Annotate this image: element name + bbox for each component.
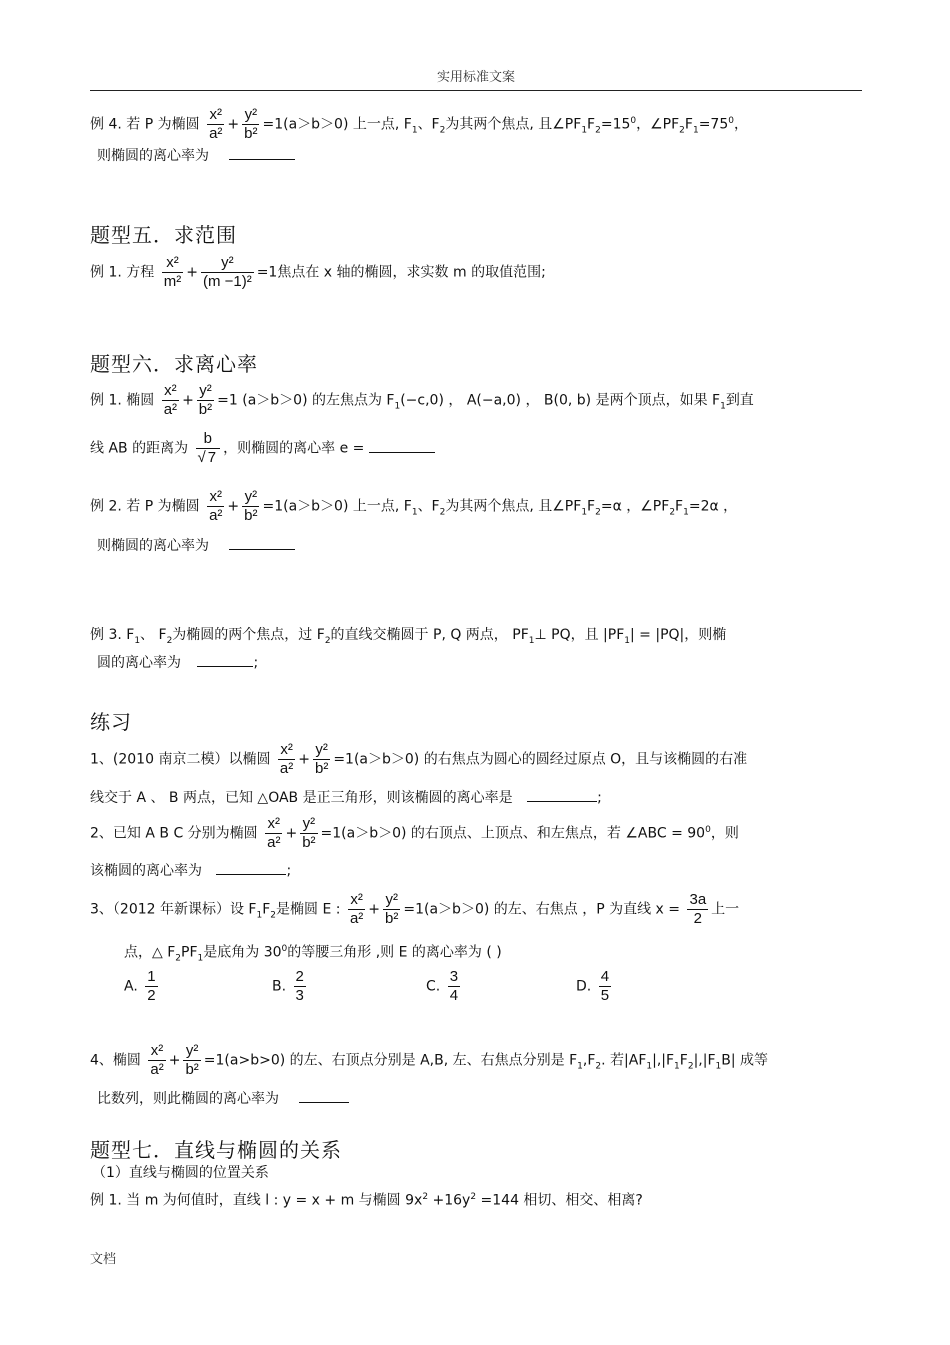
text: 上一 <box>711 901 740 918</box>
numerator: 1 <box>147 968 156 985</box>
text: 例 4. 若 P 为椭圆 <box>90 116 200 133</box>
text: 3、（2012 年新课标）设 F <box>90 901 257 918</box>
text: 例 1. 当 m 为何值时，直线 l : y = x + m 与椭圆 9x <box>90 1192 423 1209</box>
practice-3-option-a[interactable] <box>124 968 161 1005</box>
fraction-y2-b2 <box>313 741 330 778</box>
option-fraction <box>448 968 460 1005</box>
denominator: 4 <box>449 987 459 1004</box>
text: 是椭圆 E : <box>276 901 341 918</box>
denominator: a² <box>267 834 281 851</box>
text: 为椭圆的两个焦点，过 F <box>172 627 325 643</box>
practice-3-option-d[interactable] <box>576 968 614 1005</box>
subscript: 1 <box>720 401 726 412</box>
practice-title: 练习 <box>90 710 132 734</box>
fraction-y2-b2 <box>242 106 259 143</box>
practice-3-option-b[interactable] <box>272 968 309 1005</box>
option-label: B. <box>272 978 287 995</box>
denominator: (m −1)² <box>202 273 252 290</box>
text: =1(a＞b＞0) 上一点, F <box>262 116 412 133</box>
text: +16y <box>428 1192 471 1209</box>
subscript: 2 <box>175 953 182 964</box>
denominator: 5 <box>600 987 610 1004</box>
text: 、F <box>417 498 440 515</box>
text: =1(a＞b＞0) 的左、右焦点 ，P 为直线 x = <box>403 901 681 918</box>
numerator: y² <box>221 254 234 271</box>
text: 2、已知 A B C 分别为椭圆 <box>90 825 258 842</box>
denominator: 2 <box>147 987 156 1004</box>
denominator: b² <box>198 401 213 418</box>
section-6-example-1-line-2 <box>90 430 435 467</box>
text: ，∠PF <box>636 116 680 133</box>
numerator: x² <box>350 891 363 908</box>
subscript: 1 <box>577 1061 583 1072</box>
text: =1(a>b>0) 的左、右顶点分别是 A,B, 左、右焦点分别是 F <box>203 1052 578 1069</box>
fraction-y2-b2 <box>183 1042 200 1079</box>
fraction-x2-a2 <box>207 106 224 143</box>
numerator: y² <box>315 741 328 758</box>
numerator: y² <box>244 488 258 505</box>
text: 例 2. 若 P 为椭圆 <box>90 498 200 515</box>
header-rule <box>90 90 862 91</box>
text: =1(a＞b＞0) 上一点, F <box>262 498 412 515</box>
numerator: x² <box>209 488 222 505</box>
denominator: m² <box>163 273 182 290</box>
subscript: 1 <box>528 635 535 646</box>
superscript: 0 <box>281 944 288 954</box>
section-6-example-1-line-1 <box>90 382 754 419</box>
subscript: 1 <box>624 635 631 646</box>
plus-sign: + <box>285 825 298 842</box>
text: 圆的离心率为 <box>97 655 181 671</box>
page-footer: 文档 <box>90 1252 117 1267</box>
superscript: 2 <box>422 1192 429 1202</box>
section-6-example-3-line-1 <box>90 625 726 651</box>
practice-3-option-c[interactable] <box>426 968 463 1005</box>
numerator: 2 <box>295 968 304 985</box>
practice-3-line-2 <box>124 939 502 968</box>
practice-1-line-1 <box>90 741 747 778</box>
denominator: a² <box>279 760 294 777</box>
fraction-y2-b2 <box>300 815 317 852</box>
numerator: x² <box>209 106 222 123</box>
text: |,|F <box>652 1052 675 1069</box>
text: =15 <box>600 116 631 133</box>
section-6-example-2-line-2 <box>97 535 295 556</box>
option-fraction <box>599 968 611 1005</box>
fraction-3a-2 <box>687 891 708 928</box>
plus-sign: + <box>182 392 194 409</box>
numerator: x² <box>164 382 177 399</box>
section-7-subtitle: （1）直线与椭圆的位置关系 <box>92 1165 269 1181</box>
text: ; <box>286 863 292 879</box>
subscript: 2 <box>687 1061 694 1072</box>
subscript: 2 <box>595 1061 602 1072</box>
practice-3-line-1 <box>90 891 739 928</box>
answer-blank[interactable] <box>229 145 295 160</box>
subscript: 2 <box>669 507 676 518</box>
fraction-x2-a2 <box>207 488 224 525</box>
text: 则椭圆的离心率为 <box>97 538 209 554</box>
superscript: 2 <box>470 1192 477 1202</box>
denominator: b² <box>302 834 316 851</box>
text: F <box>679 1052 688 1069</box>
subscript: 2 <box>439 507 446 518</box>
denominator: a² <box>209 125 223 142</box>
radicand: 7 <box>207 449 217 466</box>
text: ; <box>597 790 602 806</box>
example-4-line-1 <box>90 106 748 143</box>
denominator: b² <box>244 507 258 524</box>
subscript: 1 <box>256 910 263 921</box>
subscript: 1 <box>394 401 401 412</box>
text: B| 成等 <box>721 1052 769 1069</box>
denominator: 2 <box>687 909 708 928</box>
answer-blank[interactable] <box>216 860 286 875</box>
text: =α ，∠PF <box>600 498 670 515</box>
text: =1 (a＞b＞0) 的左焦点为 F <box>217 392 395 409</box>
numerator: y² <box>385 891 398 908</box>
plus-sign: + <box>227 498 240 515</box>
subscript: 1 <box>134 635 141 646</box>
fraction-y2-b2 <box>242 488 259 525</box>
subscript: 1 <box>646 1061 653 1072</box>
subscript: 1 <box>715 1061 722 1072</box>
subscript: 1 <box>674 1061 680 1072</box>
answer-blank[interactable] <box>527 787 597 802</box>
section-6-title: 题型六．求离心率 <box>90 352 258 376</box>
denominator: a² <box>163 401 178 418</box>
text: 为其两个焦点, 且∠PF <box>445 116 582 133</box>
plus-sign: + <box>168 1052 181 1069</box>
section-7-title: 题型七．直线与椭圆的关系 <box>90 1138 342 1162</box>
text: 是底角为 30 <box>203 944 282 961</box>
text: ; <box>253 655 259 671</box>
example-4-line-2 <box>97 145 295 166</box>
numerator: x² <box>166 254 179 271</box>
denominator: 3 <box>295 987 304 1004</box>
option-label: A. <box>124 978 138 995</box>
text: =75 <box>698 116 729 133</box>
text: ，则 <box>710 825 739 842</box>
text: ， <box>733 116 748 133</box>
text: 例 1. 方程 <box>90 264 155 281</box>
practice-4-line-2 <box>97 1088 349 1109</box>
answer-blank[interactable] <box>299 1088 349 1103</box>
text: |,|F <box>693 1052 716 1069</box>
section-5-title: 题型五．求范围 <box>90 223 237 247</box>
section-6-example-3-line-2 <box>97 652 258 673</box>
fraction-x2-a2 <box>148 1042 165 1079</box>
text: ，则椭圆的离心率 e = <box>223 440 365 457</box>
numerator: x² <box>150 1042 164 1059</box>
denominator: a² <box>349 910 364 927</box>
subscript: 1 <box>683 507 689 518</box>
practice-2-line-1 <box>90 815 739 852</box>
fraction-x2-a2 <box>265 815 282 852</box>
option-label: D. <box>576 978 592 995</box>
denominator: b² <box>314 760 329 777</box>
text: F <box>675 498 684 515</box>
numerator: x² <box>280 741 293 758</box>
text: F <box>587 116 596 133</box>
subscript: 2 <box>166 635 173 646</box>
text: (−c,0) ， A(−a,0) ， B(0, b) 是两个顶点，如果 F <box>400 392 721 409</box>
text: 的直线交椭圆于 P, Q 两点， PF <box>330 627 529 643</box>
superscript: 0 <box>728 115 734 126</box>
text: ,F <box>582 1052 596 1069</box>
superscript: 0 <box>630 115 637 126</box>
denominator <box>196 448 221 467</box>
text: =1(a＞b＞0) 的右顶点、上顶点、和左焦点，若 ∠ABC = 90 <box>320 825 706 842</box>
subscript: 2 <box>439 125 446 136</box>
text: 1、(2010 南京二模）以椭圆 <box>90 751 271 768</box>
subscript: 1 <box>692 125 699 136</box>
text: PF <box>181 944 198 961</box>
text: 的等腰三角形 ,则 E 的离心率为 ( ) <box>287 944 502 961</box>
numerator: x² <box>267 815 281 832</box>
plus-sign: + <box>368 901 381 918</box>
denominator: b² <box>385 910 399 927</box>
answer-blank[interactable] <box>229 535 295 550</box>
option-fraction <box>294 968 306 1005</box>
fraction-y2-b2 <box>383 891 400 928</box>
denominator: b² <box>244 125 258 142</box>
text: 该椭圆的离心率为 <box>90 863 202 879</box>
subscript: 2 <box>270 910 277 921</box>
fraction-x2-a2 <box>162 382 179 419</box>
text: 到直 <box>725 392 754 409</box>
fraction-x2-m2 <box>162 254 184 291</box>
text: F <box>684 116 693 133</box>
option-label: C. <box>426 978 441 995</box>
option-fraction <box>145 968 157 1005</box>
fraction-y2-m1sq <box>201 254 254 291</box>
numerator: 4 <box>600 968 610 985</box>
text: 4、椭圆 <box>90 1052 141 1069</box>
numerator: y² <box>244 106 258 123</box>
fraction-b-sqrt7 <box>196 430 221 467</box>
text: =1(a＞b＞0) 的右焦点为圆心的圆经过原点 O，且与该椭圆的右准 <box>333 751 748 768</box>
square-root: √ 7 <box>197 449 217 466</box>
practice-1-line-2 <box>90 787 602 808</box>
text: 例 3. F <box>90 627 135 643</box>
text: =1焦点在 x 轴的椭圆，求实数 m 的取值范围; <box>256 264 546 281</box>
subscript: 2 <box>679 125 685 136</box>
plus-sign: + <box>186 264 198 281</box>
text: 线 AB 的距离为 <box>90 440 189 457</box>
text: =2α ， <box>688 498 738 515</box>
superscript: 0 <box>705 824 711 835</box>
subscript: 1 <box>197 953 204 964</box>
text: F <box>262 901 271 918</box>
subscript: 1 <box>411 507 418 518</box>
denominator: b² <box>185 1061 199 1078</box>
subscript: 2 <box>595 125 601 136</box>
page-header: 实用标准文案 <box>436 70 515 85</box>
subscript: 1 <box>581 507 588 518</box>
text: =144 相切、相交、相离? <box>476 1192 643 1209</box>
text: 线交于 A 、 B 两点，已知 △OAB 是正三角形，则该椭圆的离心率是 <box>90 790 513 806</box>
plus-sign: + <box>298 751 310 768</box>
answer-blank[interactable] <box>197 652 253 667</box>
subscript: 1 <box>411 125 418 136</box>
text: 、F <box>417 116 440 133</box>
section-5-example-1 <box>90 254 546 291</box>
practice-2-line-2 <box>90 860 291 881</box>
practice-4-line-1 <box>90 1042 768 1079</box>
answer-blank[interactable] <box>369 438 435 453</box>
subscript: 1 <box>581 125 588 136</box>
text: 则椭圆的离心率为 <box>97 148 209 164</box>
text: 为其两个焦点, 且∠PF <box>445 498 582 515</box>
numerator: y² <box>185 1042 199 1059</box>
text: . 若|AF <box>601 1052 647 1069</box>
numerator: b <box>203 430 212 447</box>
numerator: y² <box>199 382 212 399</box>
text: 比数列，则此椭圆的离心率为 <box>97 1091 279 1107</box>
section-6-example-2-line-1 <box>90 488 737 525</box>
text: 例 1. 椭圆 <box>90 392 155 409</box>
text: 、 F <box>140 627 167 643</box>
subscript: 2 <box>595 507 601 518</box>
denominator: a² <box>150 1061 164 1078</box>
numerator: y² <box>302 815 316 832</box>
section-7-example-1 <box>90 1187 643 1211</box>
numerator: 3a <box>689 891 707 908</box>
fraction-y2-b2 <box>197 382 214 419</box>
subscript: 2 <box>324 635 331 646</box>
text: | = |PQ|，则椭 <box>630 627 727 643</box>
text: F <box>587 498 596 515</box>
numerator: 3 <box>449 968 459 985</box>
denominator: a² <box>209 507 223 524</box>
fraction-x2-a2 <box>348 891 365 928</box>
text: 点，△ F <box>124 944 176 961</box>
text: ⊥ PQ，且 |PF <box>534 627 625 643</box>
fraction-x2-a2 <box>278 741 295 778</box>
plus-sign: + <box>227 116 240 133</box>
